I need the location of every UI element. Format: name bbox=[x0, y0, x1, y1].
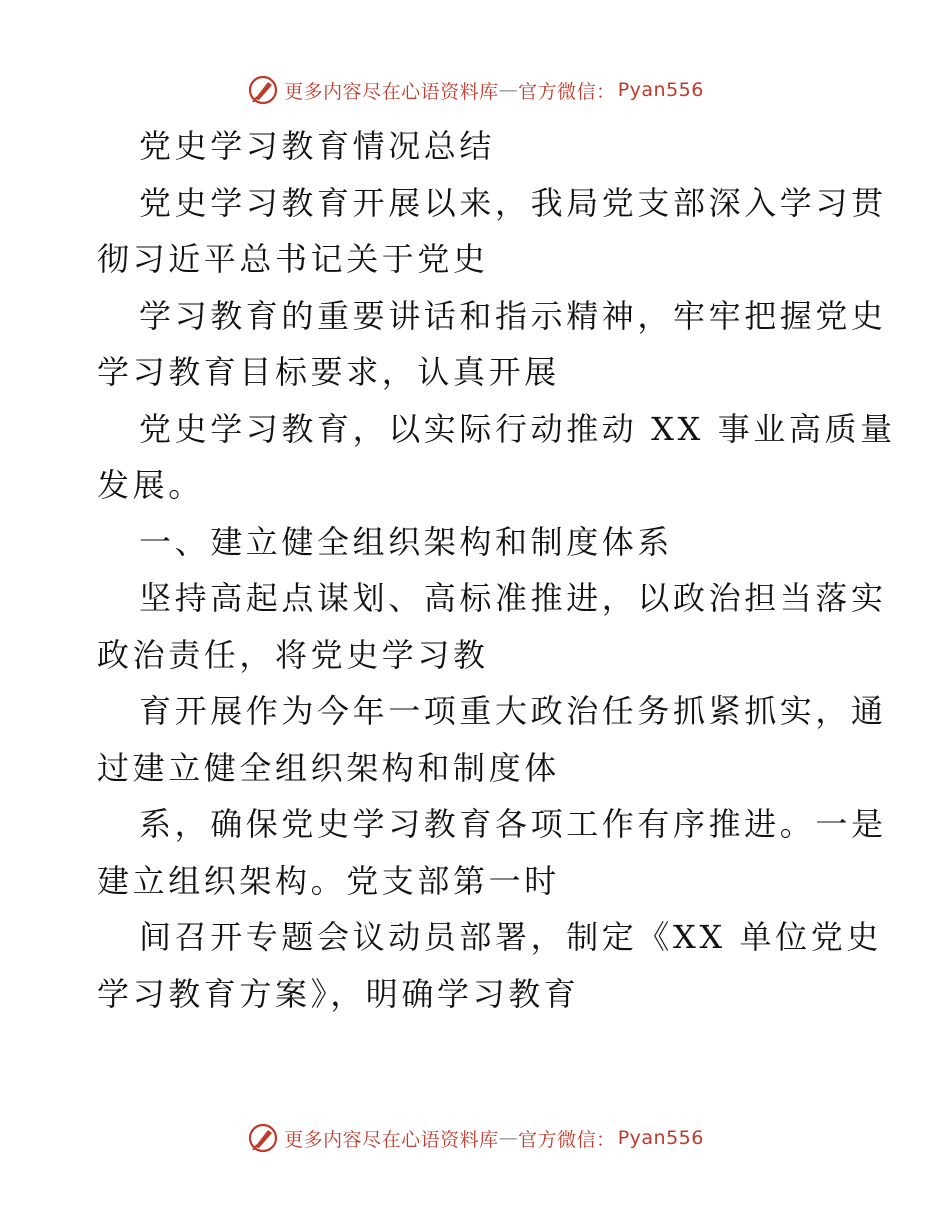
paragraph-line: 政治责任，将党史学习教 bbox=[97, 635, 489, 674]
paragraph-line: 彻习近平总书记关于党史 bbox=[97, 240, 489, 278]
paragraph-line: 系，确保党史学习教育各项工作有序推进。一是 bbox=[139, 805, 887, 843]
paragraph-line: 育开展作为今年一项重大政治任务抓紧抓实，通 bbox=[139, 692, 887, 730]
paragraph-line: 学习教育目标要求，认真开展 bbox=[97, 353, 560, 391]
watermark-secondary-text: 官方微信： bbox=[518, 80, 616, 103]
header-watermark bbox=[246, 73, 704, 107]
paragraph-section-4 bbox=[97, 909, 882, 1022]
watermark-wechat-id: Pyan556 bbox=[617, 79, 704, 101]
paragraph-intro-3 bbox=[97, 401, 896, 514]
title-line: 党史学习教育情况总结 bbox=[139, 127, 496, 165]
paragraph-line: 间召开专题会议动员部署，制定《XX 单位党史 bbox=[139, 918, 882, 956]
section-heading-1 bbox=[97, 514, 857, 571]
paragraph-line: 坚持高起点谋划、高标准推进，以政治担当落实 bbox=[139, 579, 887, 617]
feather-pen-logo-icon bbox=[246, 1121, 280, 1155]
paragraph-section-1 bbox=[97, 570, 887, 683]
feather-pen-logo-icon bbox=[246, 73, 280, 107]
paragraph-intro-2 bbox=[97, 288, 887, 401]
paragraph-intro-1 bbox=[97, 175, 887, 288]
paragraph-line: 建立组织架构。党支部第一时 bbox=[97, 861, 560, 900]
footer-watermark bbox=[246, 1121, 704, 1155]
document-body bbox=[97, 118, 896, 1022]
paragraph-line: 学习教育方案》，明确学习教育 bbox=[97, 974, 580, 1013]
watermark-primary-text: 更多内容尽在心语资料库 bbox=[284, 80, 499, 103]
paragraph-section-3 bbox=[97, 796, 887, 909]
heading-line: 一、建立健全组织架构和制度体系 bbox=[139, 522, 674, 561]
paragraph-line: 学习教育的重要讲话和指示精神，牢牢把握党史 bbox=[139, 296, 887, 335]
paragraph-line: 党史学习教育开展以来，我局党支部深入学习贯 bbox=[139, 183, 887, 222]
watermark-secondary-text: 官方微信： bbox=[518, 1128, 616, 1151]
watermark-dash: — bbox=[498, 79, 519, 101]
page-header bbox=[0, 70, 950, 110]
watermark-dash: — bbox=[498, 1127, 519, 1149]
document-title bbox=[97, 118, 857, 175]
watermark-primary-text: 更多内容尽在心语资料库 bbox=[284, 1128, 499, 1151]
watermark-wechat-id: Pyan556 bbox=[617, 1127, 704, 1149]
page-footer bbox=[0, 1118, 950, 1158]
paragraph-line: 过建立健全组织架构和制度体 bbox=[97, 748, 560, 787]
paragraph-line: 党史学习教育，以实际行动推动 XX 事业高质量 bbox=[139, 409, 896, 448]
paragraph-section-2 bbox=[97, 683, 887, 796]
paragraph-line: 发展。 bbox=[97, 466, 204, 504]
